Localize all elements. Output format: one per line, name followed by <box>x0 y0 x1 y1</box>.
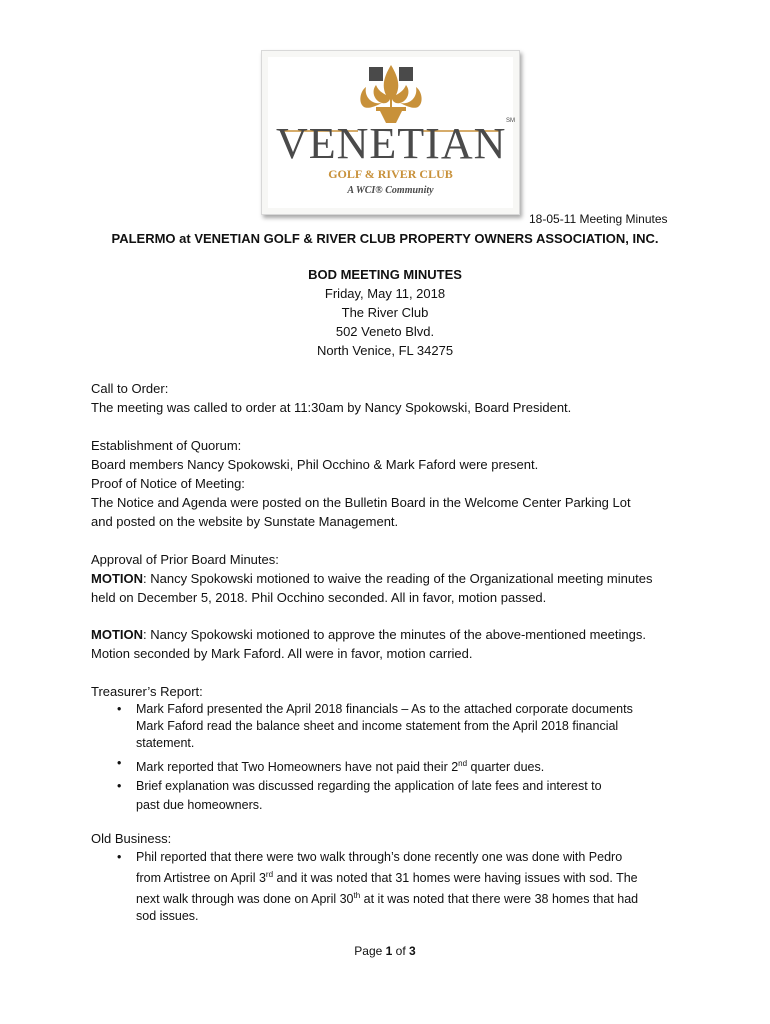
treasurer-item3-line2: past due homeowners. <box>136 798 263 813</box>
notice-text-line1: The Notice and Agenda were posted on the Bulletin Board in the Welcome Center Parking Lot <box>91 495 631 510</box>
call-to-order-heading: Call to Order: <box>91 381 169 396</box>
bullet-icon: • <box>117 850 122 864</box>
old-business-line4: sod issues. <box>136 909 199 924</box>
ordinal-suffix: th <box>353 891 361 901</box>
venue-street: 502 Veneto Blvd. <box>335 324 435 339</box>
page-total: 3 <box>409 944 416 958</box>
treasurer-list <box>91 701 633 814</box>
list-item <box>91 778 633 814</box>
page-number: 1 <box>385 944 393 958</box>
page-footer <box>0 944 770 958</box>
motion2-line1 <box>91 626 646 644</box>
notice-text-line2: and posted on the website by Sunstate Management. <box>91 514 399 529</box>
old-business-list <box>91 849 638 925</box>
old-business-line1: Phil reported that there were two walk through’s done recently one was done with Pedro <box>136 850 623 864</box>
old-business-line2-tail: and it was noted that 31 homes were having issues with sod. The <box>273 871 638 886</box>
venetian-logo <box>261 50 520 215</box>
bullet-icon: • <box>117 779 122 794</box>
meeting-date: Friday, May 11, 2018 <box>324 286 446 301</box>
old-business-line3 <box>136 887 638 908</box>
organization-title: PALERMO at VENETIAN GOLF & RIVER CLUB PROPERTY OWNERS ASSOCIATION, INC. <box>111 231 659 246</box>
motion1-line2: held on December 5, 2018. Phil Occhino seconded. All in favor, motion passed. <box>91 590 547 605</box>
approval-heading: Approval of Prior Board Minutes: <box>91 552 279 567</box>
meeting-title: BOD MEETING MINUTES <box>308 267 462 282</box>
old-business-line3-tail: at it was noted that there were 38 homes that had <box>360 892 639 907</box>
quorum-heading: Establishment of Quorum: <box>91 438 242 453</box>
of-word: of <box>392 944 410 958</box>
treasurer-item2-text: Mark reported that Two Homeowners have not paid their 2 <box>136 760 459 775</box>
bullet-icon: • <box>117 702 122 716</box>
call-to-order-text: The meeting was called to order at 11:30am by Nancy Spokowski, Board President. <box>91 400 572 415</box>
treasurer-heading: Treasurer’s Report: <box>91 684 203 699</box>
page-word: Page <box>354 944 386 958</box>
motion2-text: : Nancy Spokowski motioned to approve the minutes of the above-mentioned meetings. <box>143 627 646 642</box>
ordinal-suffix: rd <box>265 870 274 879</box>
list-item <box>91 701 633 752</box>
venue-city: North Venice, FL 34275 <box>316 343 454 358</box>
meeting-venue: The River Club <box>341 305 429 320</box>
logo-wordmark: VENETIAN <box>276 119 507 168</box>
logo-background <box>268 57 513 208</box>
list-item <box>91 849 638 925</box>
logo-subtitle: GOLF & RIVER CLUB <box>328 167 453 181</box>
old-business-line2 <box>136 866 638 887</box>
treasurer-item3-line1: Brief explanation was discussed regarding the application of late fees and interest to <box>136 779 602 794</box>
motion1-line1 <box>91 570 652 588</box>
treasurer-item1-line2: Mark Faford read the balance sheet and income statement from the April 2018 financial <box>136 719 619 733</box>
treasurer-item1-line3: statement. <box>136 736 195 750</box>
quorum-text: Board members Nancy Spokowski, Phil Occhino & Mark Faford were present. <box>91 457 539 472</box>
treasurer-item2-tail: quarter dues. <box>467 760 545 775</box>
service-mark: SM <box>506 118 515 124</box>
list-item <box>91 755 633 776</box>
logo-tagline: A WCI® Community <box>347 185 434 196</box>
ordinal-suffix: nd <box>458 759 468 768</box>
old-business-line2-text: from Artistree on April 3 <box>136 871 266 886</box>
motion1-text: : Nancy Spokowski motioned to waive the reading of the Organizational meeting minutes <box>143 571 653 586</box>
treasurer-item1-line1: Mark Faford presented the April 2018 financials – As to the attached corporate documents <box>136 702 633 716</box>
motion2-label: MOTION <box>91 627 143 642</box>
bullet-icon: • <box>117 756 122 770</box>
motion1-label: MOTION <box>91 571 143 586</box>
notice-heading: Proof of Notice of Meeting: <box>91 476 245 491</box>
old-business-heading: Old Business: <box>91 831 172 846</box>
document-reference: 18-05-11 Meeting Minutes <box>529 212 668 226</box>
motion2-line2: Motion seconded by Mark Faford. All were in favor, motion carried. <box>91 646 473 661</box>
old-business-line3-text: next walk through was done on April 30 <box>136 892 354 907</box>
